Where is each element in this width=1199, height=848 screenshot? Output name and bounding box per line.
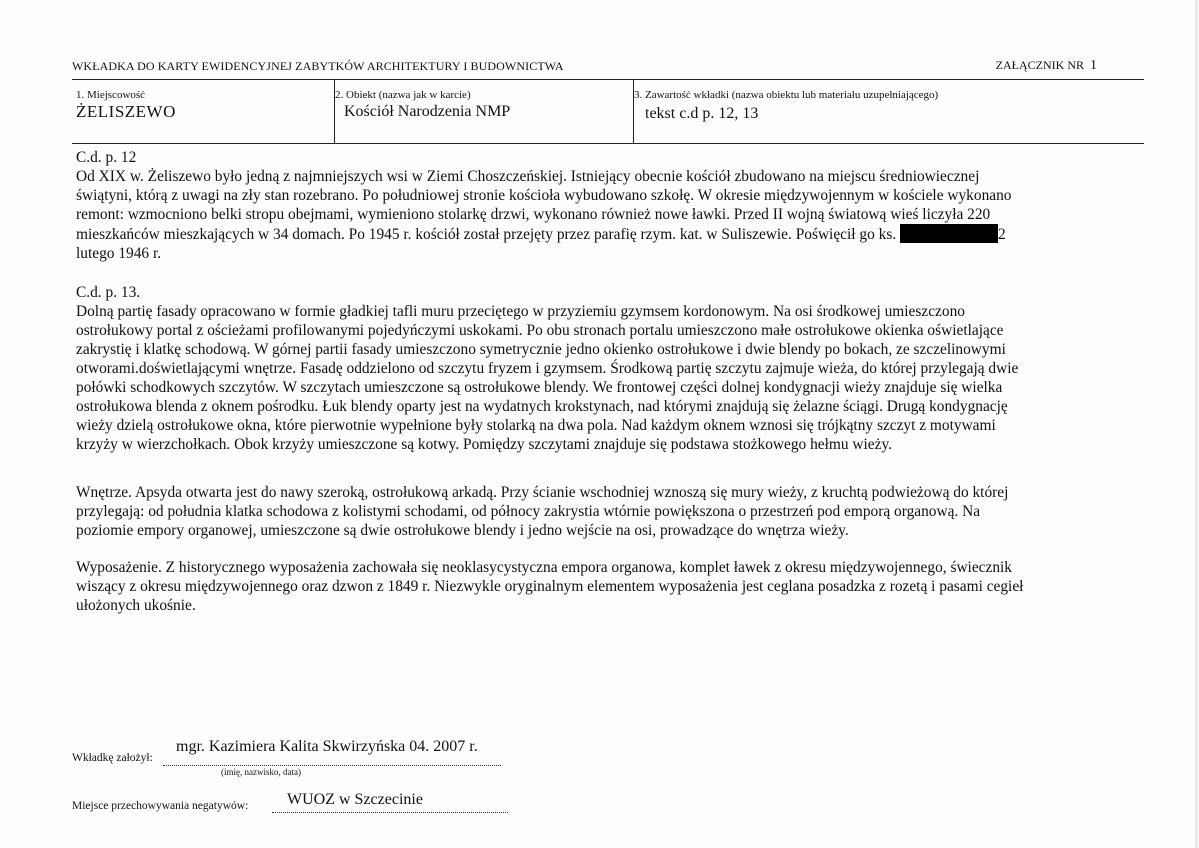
text-line: lutego 1946 r. [76,245,162,262]
text-line: remont: wzmocniono belki stropu obejmami, wymieniono stolarkę drzwi, wykonano również nowe ławki. Przed II wojną światową wieś liczyła 220 [76,206,991,223]
text-line: Dolną partię fasady opracowano w formie gładkiej tafli muru przeciętego w przyziemiu gzymsem kordonowym. Na osi środkowej umieszczono [76,303,965,320]
text-line: zakrystię i klatkę schodową. W górnej partii fasady umieszczono symetrycznie jedno okienko ostrołukowe i dwie blendy po bokach, ze szczelinowymi [76,341,1006,358]
negatives-location-value: WUOZ w Szczecinie [287,791,423,808]
section-heading: C.d. p. 13. [76,284,141,301]
prepared-by-label: Wkładkę założył: [72,752,153,764]
text-line: Od XIX w. Żeliszewo było jedną z najmniejszych wsi w Ziemi Choszczeńskiej. Istniejący obecnie kościół zbudowano na miejscu średniowiecznej [76,168,980,185]
redaction-bar [900,224,998,243]
text-line: otworami.doświetlającymi wnętrze. Fasadę oddzielono od szczytu fryzem i gzymsem. Środkową partię szczytu zajmuje wieża, do której przylegają dwie [76,360,1019,377]
text-line: przylegają: od południa klatka schodowa z kolistymi schodami, od północy zakrystia wtórnie powiększona o przestrzeń pod emporą organową. Na [76,503,981,520]
text-line: Wyposażenie. Z historycznego wyposażenia zachowała się neoklasycystyczna empora organowa, komplet ławek z okresu międzywojennego, świecznik [76,559,1012,576]
text-line-end: 2 [998,226,1006,243]
negatives-location-dotted-line [272,811,508,813]
text-line: wieży dzielą ostrołukowe okna, które pierwotnie wypełnione były stolarką na dwa pola. Nad każdym oknem wznosi się trójkątny szczyt z motywami [76,417,996,434]
section-interior [76,483,1142,540]
text-line: krzyży w wierzchołkach. Obok krzyży umieszczone są kotwy. Pomiędzy szczytami znajduje się podstawa stożkowego hełmu wieży. [76,436,893,453]
prepared-by-value: mgr. Kazimiera Kalita Skwirzyńska 04. 2007 r. [176,738,478,755]
form-title: WKŁADKA DO KARTY EWIDENCYJNEJ ZABYTKÓW ARCHITEKTURY I BUDOWNICTWA [72,59,564,73]
prepared-by-hint: (imię, nazwisko, data) [221,767,301,777]
section-heading: C.d. p. 12 [76,149,137,166]
text-line: ostrołukowy portal z ościeżami profilowanymi pojedyńczymi uskokami. Po obu stronach portalu umieszczono małe ostrołukowe okienka oświetlające [76,322,1004,339]
negatives-location-label: Miejsce przechowywania negatywów: [72,800,249,812]
text-line: świątyni, którą z uwagi na zły stan rozebrano. Po południowej stronie kościoła wybudowano szkołę. W okresie międzywojennym w kościele wykonano [76,187,1012,204]
text-line: wiszący z okresu międzywojennego oraz dzwon z 1849 r. Niezwykle oryginalnym elementem wyposażenia jest ceglana posadzka z rozetą i pasami cegieł [76,578,1024,595]
section-furnishings [76,558,1142,615]
scan-edge [1195,0,1199,848]
annex-label-text: ZAŁĄCZNIK NR [995,58,1084,72]
annex-number: 1 [1090,58,1097,73]
section-p12 [76,148,1142,263]
header-rule-bottom [72,143,1144,144]
annex-label [996,58,1097,74]
text-line [76,224,1142,244]
locality-label: 1. Miejscowość [76,89,146,101]
locality-value: ŻELISZEWO [76,102,176,121]
text-line: połówki schodkowych szczytów. W szczytach umieszczone są ostrołukowe blendy. We frontowej części dolnej kondygnacji wieży znajduje się wielka [76,379,1003,396]
text-line: ułożonych ukośnie. [76,597,196,614]
contents-value: tekst c.d p. 12, 13 [645,105,759,122]
section-p13 [76,283,1142,454]
text-line: ostrołukowa blenda z oknem pośrodku. Łuk blendy oparty jest na wydatnych krokstynach, nad którymi znajdują się żelazne ściągi. Drugą kondygnację [76,398,1008,415]
object-label: 2. Obiekt (nazwa jak w karcie) [335,89,471,101]
prepared-by-dotted-line [163,764,501,766]
text-line: Wnętrze. Apsyda otwarta jest do nawy szeroką, ostrołukową arkadą. Przy ścianie wschodniej wznoszą się mury wieży, z kruchtą podwieżową do której [76,484,1009,501]
object-value: Kościół Narodzenia NMP [344,103,511,120]
text-line: poziomie empory organowej, umieszczone są dwie ostrołukowe blendy i jedno wejście na osi, prowadzące do wnętrza wieży. [76,522,849,539]
contents-label: 3. Zawartość wkładki (nazwa obiektu lub materiału uzupełniającego) [634,89,939,101]
text-line-start: mieszkańców mieszkających w 34 domach. Po 1945 r. kościół został przejęty przez parafię rzym. kat. w Suliszewie. Poświęcił go ks. [76,226,897,243]
header-rule-top [72,79,1144,80]
